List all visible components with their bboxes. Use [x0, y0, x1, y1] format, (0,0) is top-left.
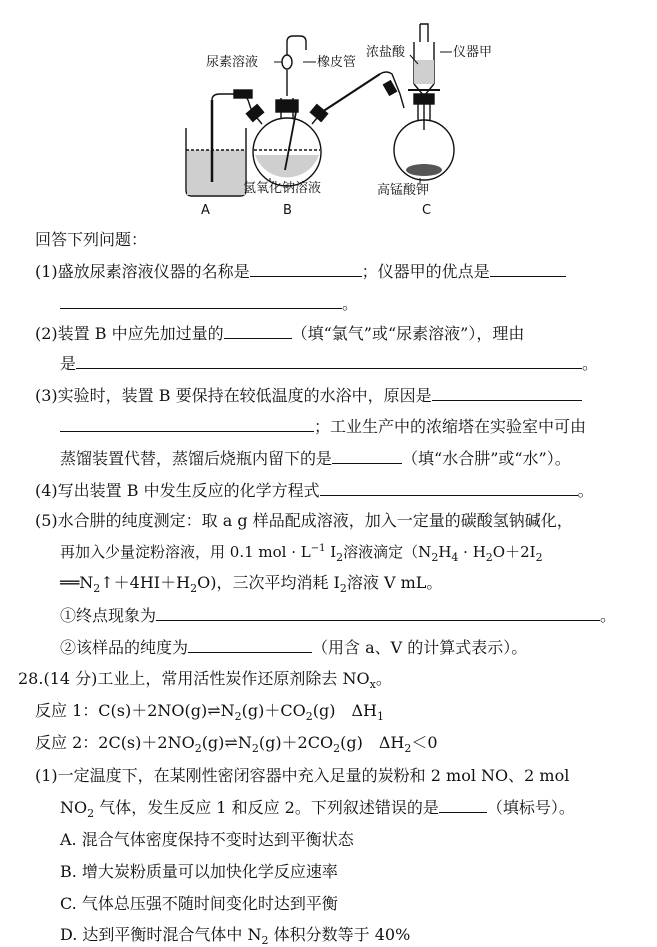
answer-blank[interactable] — [432, 384, 582, 401]
subscript: 4 — [451, 551, 459, 564]
flask-b — [244, 36, 380, 186]
q2-text-a: (2)装置 B 中应先加过量的 — [35, 324, 224, 343]
option-d[interactable] — [60, 924, 410, 947]
question-28-heading — [18, 668, 392, 692]
question-5-line-1: (5)水合肼的纯度测定：取 a g 样品配成溶液，加入一定量的碳酸氢钠碱化， — [35, 511, 573, 530]
q28-text: ＜0 — [411, 733, 438, 752]
superscript: −1 — [310, 543, 326, 554]
answer-blank[interactable] — [490, 260, 566, 277]
subscript: 2 — [234, 710, 242, 723]
question-3-line-3 — [60, 447, 571, 470]
question-3-line-2 — [60, 415, 586, 438]
question-2-line-2 — [60, 352, 598, 375]
question-1-line-1 — [35, 260, 566, 283]
apparatus-figure — [0, 0, 657, 225]
question-2-line-1 — [35, 322, 524, 345]
q28-text: 反应 2：2C(s)＋2NO — [35, 733, 195, 752]
answer-blank[interactable] — [332, 447, 402, 464]
subscript: x — [369, 678, 376, 691]
subscript: 2 — [305, 710, 313, 723]
q3-text-d: （填“水合肼”或“水”）。 — [402, 449, 571, 468]
q5-text: ②该样品的纯度为 — [60, 638, 189, 657]
q28-text: 气体，发生反应 1 和反应 2。下列叙述错误的是 — [94, 798, 439, 817]
reaction-1 — [35, 700, 384, 724]
subscript: 2 — [93, 582, 101, 595]
q5-text: I — [325, 543, 337, 561]
subscript: 2 — [535, 551, 543, 564]
question-28-1-line-2 — [60, 796, 575, 821]
q5-text: 溶液滴定（N — [343, 543, 432, 561]
label-c: C — [422, 203, 432, 218]
answer-blank[interactable] — [76, 352, 582, 369]
option-d-text: 体积分数等于 40% — [268, 925, 411, 944]
subscript: 2 — [404, 742, 412, 755]
answer-blank[interactable] — [250, 260, 362, 277]
q28-text: （填标号）。 — [486, 798, 575, 817]
q3-text-c: 蒸馏装置代替，蒸馏后烧瓶内留下的是 — [60, 449, 333, 468]
subscript: 2 — [333, 742, 341, 755]
label-hcl: 浓盐酸 — [366, 45, 406, 60]
label-kmno4: 高锰酸钾 — [377, 183, 430, 198]
question-4 — [35, 479, 594, 502]
q2-end: 。 — [582, 354, 599, 373]
answer-blank[interactable] — [224, 322, 292, 339]
q5-text: 再加入少量淀粉溶液，用 0.1 mol · L — [60, 543, 311, 561]
answer-blank[interactable] — [188, 636, 312, 653]
label-instrument: 仪器甲 — [453, 45, 493, 60]
label-rubber: 橡皮管 — [317, 55, 357, 70]
answer-blank[interactable] — [320, 479, 578, 496]
q5-text: 溶液 V mL。 — [346, 573, 443, 592]
label-a: A — [201, 203, 210, 218]
q28-text: (g)＋2CO — [258, 733, 334, 752]
answer-blank[interactable] — [156, 604, 600, 621]
q5-text: · H — [458, 543, 486, 561]
subscript: 2 — [190, 582, 198, 595]
subscript: 1 — [376, 710, 384, 723]
q28-text: 反应 1：C(s)＋2NO(g)⇌N — [35, 701, 235, 720]
label-b: B — [283, 203, 292, 218]
q28-text: 。 — [375, 669, 392, 688]
q5-text: O＋2I — [492, 543, 536, 561]
question-5-line-4 — [60, 604, 616, 627]
q2-text-c: 是 — [60, 354, 77, 373]
q28-text: NO — [60, 798, 88, 817]
q1-text-b: ；仪器甲的优点是 — [361, 262, 490, 281]
question-28-1-line-1: (1)一定温度下，在某刚性密闭容器中充入足量的炭粉和 2 mol NO、2 mol — [35, 766, 570, 785]
subscript: 2 — [261, 934, 269, 947]
q28-text: 28.(14 分)工业上，常用活性炭作还原剂除去 NO — [18, 669, 370, 688]
q2-text-b: （填“氯气”或“尿素溶液”），理由 — [291, 324, 525, 343]
answer-blank[interactable] — [439, 796, 487, 813]
q5-text: ══N — [60, 573, 94, 592]
reaction-2 — [35, 732, 438, 756]
q3-text-b: ；工业生产中的浓缩塔在实验室中可由 — [314, 417, 587, 436]
label-naoh: 氢氧化钠溶液 — [243, 181, 322, 196]
q5-text: ↑＋4HI＋H — [100, 573, 191, 592]
q5-text: （用含 a、V 的计算式表示）。 — [312, 638, 528, 657]
q1-end: 。 — [342, 294, 359, 313]
q5-text: ①终点现象为 — [60, 606, 157, 625]
option-d-text: D. 达到平衡时混合气体中 N — [60, 925, 262, 944]
q28-text: (g) ΔH — [340, 733, 405, 752]
question-1-line-2 — [60, 292, 358, 315]
q28-text: (g)⇌N — [201, 733, 252, 752]
answer-blank[interactable] — [60, 415, 314, 432]
subscript: 2 — [336, 551, 344, 564]
q1-text-a: (1)盛放尿素溶液仪器的名称是 — [35, 262, 250, 281]
option-b[interactable]: B. 增大炭粉质量可以加快化学反应速率 — [60, 862, 338, 881]
subscript: 2 — [194, 742, 202, 755]
q28-text: (g) ΔH — [312, 701, 377, 720]
q4-end: 。 — [577, 481, 594, 500]
q3-text-a: (3)实验时，装置 B 要保持在较低温度的水浴中，原因是 — [35, 386, 432, 405]
question-5-line-5 — [60, 636, 527, 659]
subscript: 2 — [485, 551, 493, 564]
answer-blank[interactable] — [60, 292, 342, 309]
subscript: 2 — [431, 551, 439, 564]
question-5-line-3 — [60, 572, 442, 596]
q5-text: H — [438, 543, 452, 561]
option-c[interactable]: C. 气体总压强不随时间变化时达到平衡 — [60, 894, 338, 913]
subscript: 2 — [251, 742, 259, 755]
subscript: 2 — [339, 582, 347, 595]
q28-text: (g)＋CO — [241, 701, 306, 720]
label-urea: 尿素溶液 — [206, 55, 259, 70]
subscript: 2 — [87, 807, 95, 820]
q4-text-a: (4)写出装置 B 中发生反应的化学方程式 — [35, 481, 320, 500]
q5-text: O)，三次平均消耗 I — [197, 573, 340, 592]
q5-text: 。 — [600, 606, 617, 625]
question-5-line-2 — [60, 541, 543, 566]
question-3-line-1 — [35, 384, 582, 407]
option-a[interactable]: A. 混合气体密度保持不变时达到平衡状态 — [60, 830, 354, 849]
intro-text: 回答下列问题： — [35, 230, 148, 249]
